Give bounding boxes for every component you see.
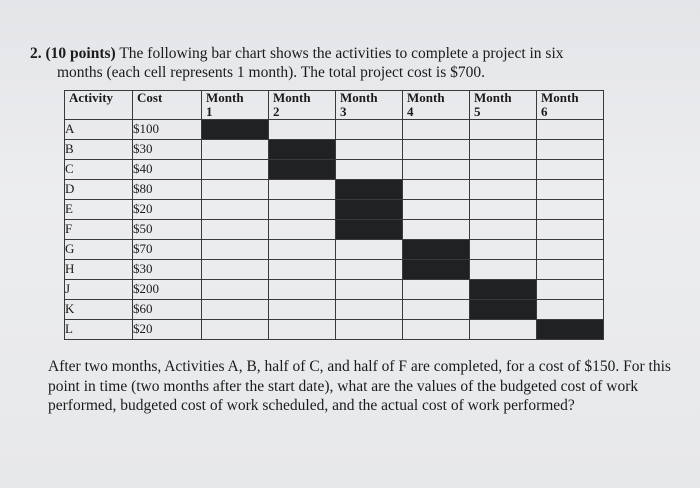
month-cell-empty: [537, 220, 604, 240]
month-cell-empty: [269, 320, 336, 340]
month-cell-empty: [202, 260, 269, 280]
header-month-5: [470, 91, 537, 120]
table-header-row: [65, 91, 604, 120]
month-cell-filled: [403, 260, 470, 280]
cost-cell: $30: [133, 260, 202, 280]
cost-cell: $200: [133, 280, 202, 300]
table-row: [65, 160, 604, 180]
month-cell-empty: [202, 180, 269, 200]
gantt-table: [64, 90, 604, 340]
cost-cell: $50: [133, 220, 202, 240]
header-month-number: 3: [340, 104, 347, 119]
month-cell-empty: [202, 200, 269, 220]
month-cell-empty: [403, 220, 470, 240]
header-month-6: [537, 91, 604, 120]
header-month-number: 1: [206, 104, 213, 119]
header-month-label: Month: [206, 90, 244, 105]
header-month-label: Month: [407, 90, 445, 105]
cost-cell: $100: [133, 120, 202, 140]
month-cell-empty: [336, 140, 403, 160]
month-cell-filled: [403, 240, 470, 260]
activity-cell: A: [65, 120, 133, 140]
cost-cell: $40: [133, 160, 202, 180]
question-text: [30, 44, 680, 82]
month-cell-filled: [470, 280, 537, 300]
month-cell-empty: [403, 180, 470, 200]
month-cell-empty: [269, 220, 336, 240]
cost-cell: $20: [133, 320, 202, 340]
cost-cell: $20: [133, 200, 202, 220]
month-cell-empty: [336, 280, 403, 300]
month-cell-empty: [336, 240, 403, 260]
cost-cell: $70: [133, 240, 202, 260]
activity-cell: E: [65, 200, 133, 220]
month-cell-empty: [470, 140, 537, 160]
month-cell-empty: [537, 300, 604, 320]
header-month-number: 6: [541, 104, 548, 119]
month-cell-empty: [336, 320, 403, 340]
table-row: [65, 320, 604, 340]
month-cell-empty: [403, 160, 470, 180]
month-cell-empty: [537, 180, 604, 200]
table-row: [65, 140, 604, 160]
month-cell-empty: [537, 260, 604, 280]
activity-cell: B: [65, 140, 133, 160]
header-month-label: Month: [541, 90, 579, 105]
month-cell-filled: [269, 140, 336, 160]
month-cell-empty: [403, 320, 470, 340]
month-cell-filled: [202, 120, 269, 140]
month-cell-empty: [269, 180, 336, 200]
activity-cell: K: [65, 300, 133, 320]
month-cell-empty: [336, 300, 403, 320]
activity-cell: J: [65, 280, 133, 300]
header-month-4: [403, 91, 470, 120]
header-month-3: [336, 91, 403, 120]
activity-cell: C: [65, 160, 133, 180]
question-line-2: months (each cell represents 1 month). The total project cost is $700.: [57, 64, 486, 81]
cost-cell: $60: [133, 300, 202, 320]
month-cell-empty: [202, 160, 269, 180]
month-cell-empty: [537, 200, 604, 220]
month-cell-empty: [202, 140, 269, 160]
header-activity: Activity: [65, 91, 133, 120]
header-month-label: Month: [474, 90, 512, 105]
table-row: [65, 220, 604, 240]
table-row: [65, 120, 604, 140]
month-cell-empty: [202, 240, 269, 260]
month-cell-empty: [470, 220, 537, 240]
month-cell-empty: [336, 260, 403, 280]
activity-cell: H: [65, 260, 133, 280]
activity-cell: D: [65, 180, 133, 200]
question-line-1-text: The following bar chart shows the activities to complete a project in six: [119, 45, 564, 62]
month-cell-filled: [537, 320, 604, 340]
month-cell-filled: [470, 300, 537, 320]
header-month-number: 2: [273, 104, 280, 119]
table-row: [65, 180, 604, 200]
month-cell-empty: [470, 320, 537, 340]
question-line-1: [30, 44, 680, 63]
question-points: (10 points): [45, 45, 116, 62]
header-month-1: [202, 91, 269, 120]
followup-question: After two months, Activities A, B, half of C, and half of F are completed, for a cost of $150. For this point in time (two months after the start date), what are the values of the budgeted cost of work performed, budgeted cost of work scheduled, and the actual cost of work performed?: [48, 358, 671, 414]
month-cell-empty: [403, 280, 470, 300]
month-cell-filled: [336, 200, 403, 220]
month-cell-empty: [537, 140, 604, 160]
month-cell-empty: [202, 320, 269, 340]
header-month-number: 5: [474, 104, 481, 119]
table-row: [65, 240, 604, 260]
month-cell-empty: [403, 300, 470, 320]
month-cell-empty: [470, 180, 537, 200]
table-row: [65, 260, 604, 280]
month-cell-empty: [269, 300, 336, 320]
activity-cell: F: [65, 220, 133, 240]
cost-cell: $80: [133, 180, 202, 200]
month-cell-empty: [269, 200, 336, 220]
month-cell-empty: [470, 240, 537, 260]
month-cell-empty: [269, 260, 336, 280]
month-cell-empty: [470, 260, 537, 280]
month-cell-filled: [336, 220, 403, 240]
month-cell-empty: [269, 240, 336, 260]
month-cell-empty: [403, 140, 470, 160]
month-cell-empty: [537, 280, 604, 300]
table-row: [65, 200, 604, 220]
month-cell-empty: [470, 200, 537, 220]
month-cell-filled: [336, 180, 403, 200]
table-row: [65, 280, 604, 300]
month-cell-empty: [202, 280, 269, 300]
table-row: [65, 300, 604, 320]
month-cell-empty: [336, 160, 403, 180]
question-number: 2.: [30, 45, 42, 62]
month-cell-empty: [403, 120, 470, 140]
month-cell-empty: [403, 200, 470, 220]
month-cell-empty: [537, 240, 604, 260]
header-month-2: [269, 91, 336, 120]
month-cell-empty: [470, 160, 537, 180]
month-cell-empty: [470, 120, 537, 140]
header-cost: Cost: [133, 91, 202, 120]
header-month-label: Month: [340, 90, 378, 105]
header-month-number: 4: [407, 104, 414, 119]
month-cell-empty: [202, 220, 269, 240]
month-cell-empty: [269, 280, 336, 300]
month-cell-empty: [269, 120, 336, 140]
month-cell-empty: [336, 120, 403, 140]
activity-cell: G: [65, 240, 133, 260]
activity-cell: L: [65, 320, 133, 340]
month-cell-empty: [537, 160, 604, 180]
month-cell-empty: [537, 120, 604, 140]
header-month-label: Month: [273, 90, 311, 105]
table-body: [65, 120, 604, 340]
month-cell-empty: [202, 300, 269, 320]
cost-cell: $30: [133, 140, 202, 160]
month-cell-filled: [269, 160, 336, 180]
